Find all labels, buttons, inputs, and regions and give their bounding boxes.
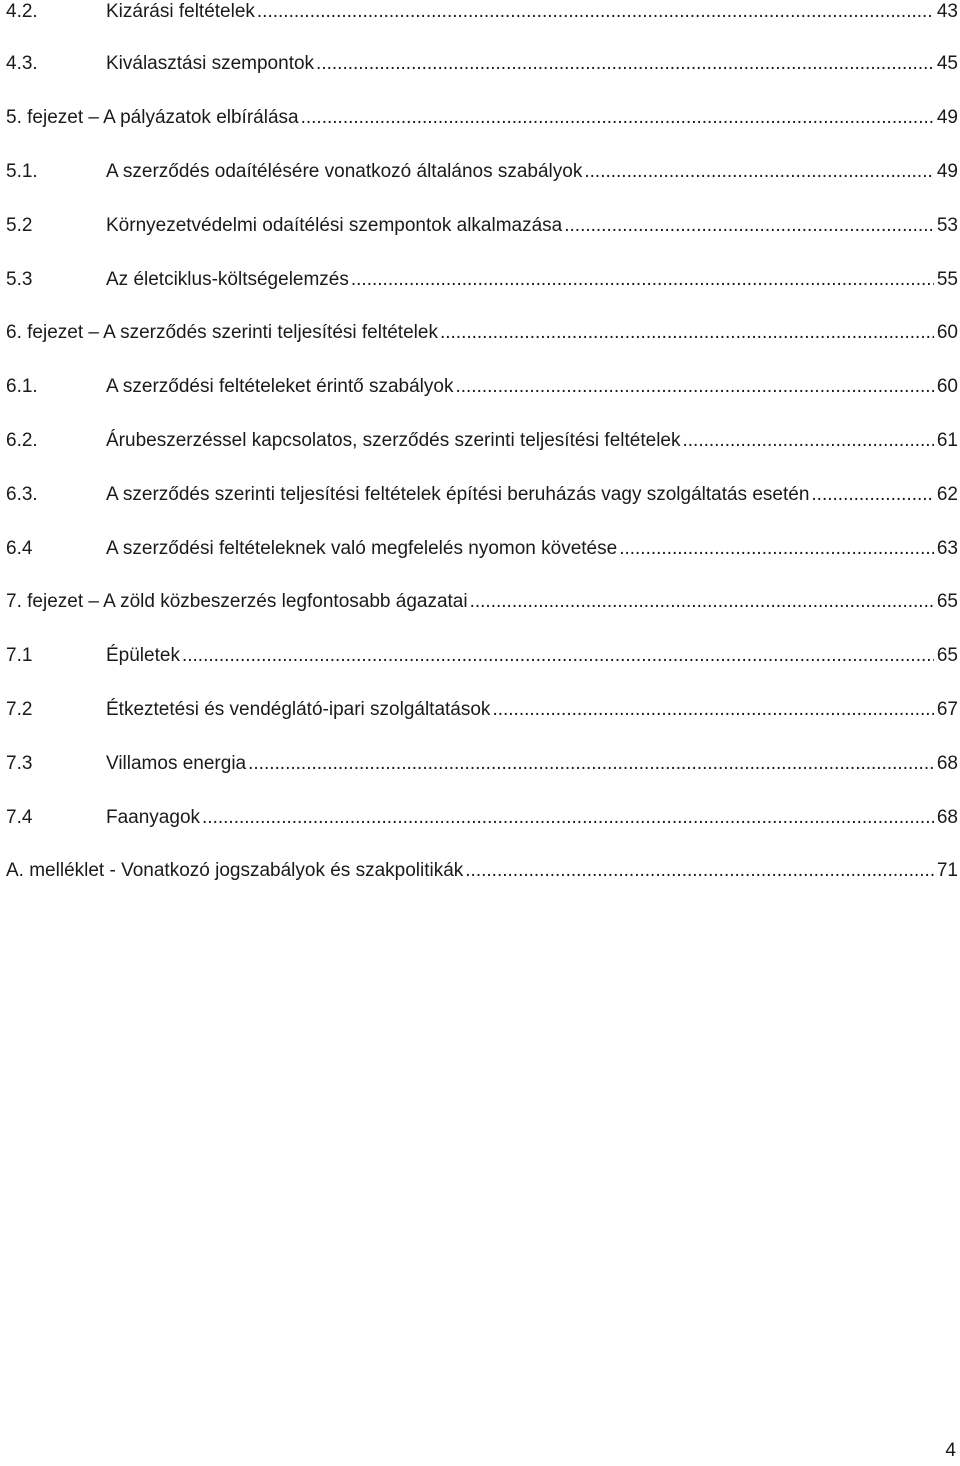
page-number: 4 bbox=[945, 1440, 956, 1461]
toc-entry-title: Épületek bbox=[106, 645, 180, 666]
toc-entry[interactable] bbox=[6, 534, 958, 564]
toc-dot-leader bbox=[182, 641, 934, 671]
toc-dot-leader bbox=[584, 157, 934, 187]
toc-entry[interactable] bbox=[6, 372, 958, 402]
toc-entry-title: A. melléklet - Vonatkozó jogszabályok és szakpolitikák bbox=[6, 860, 464, 881]
toc-entry-title: A szerződési feltételeket érintő szabályok bbox=[106, 376, 454, 397]
toc-entry-page: 62 bbox=[936, 484, 958, 505]
toc-entry-title: Kizárási feltételek bbox=[106, 1, 255, 22]
toc-entry[interactable] bbox=[6, 803, 958, 833]
toc-entry-number: 6.3. bbox=[6, 484, 38, 505]
toc-entry-title: A szerződés odaítélésére vonatkozó általános szabályok bbox=[106, 161, 583, 182]
toc-dot-leader bbox=[564, 211, 934, 241]
toc-entry-page: 65 bbox=[936, 645, 958, 666]
toc-dot-leader bbox=[440, 318, 934, 348]
toc-entry-page: 49 bbox=[936, 107, 958, 128]
toc-dot-leader bbox=[257, 0, 934, 27]
toc-entry-title: Kiválasztási szempontok bbox=[106, 53, 315, 74]
toc-entry-title: Villamos energia bbox=[106, 753, 247, 774]
toc-entry[interactable] bbox=[6, 426, 958, 456]
toc-entry-page: 68 bbox=[936, 807, 958, 828]
toc-entry-page: 60 bbox=[936, 322, 958, 343]
toc-entry-number: 4.2. bbox=[6, 1, 38, 22]
toc-entry-title: Étkeztetési és vendéglátó-ipari szolgáltatások bbox=[106, 699, 491, 720]
toc-dot-leader bbox=[248, 749, 934, 779]
toc-entry-number: 7.4 bbox=[6, 807, 33, 828]
toc-dot-leader bbox=[682, 426, 933, 456]
toc-entry-number: 5.3 bbox=[6, 269, 33, 290]
toc-dot-leader bbox=[301, 103, 934, 133]
toc-entry-page: 68 bbox=[936, 753, 958, 774]
toc-entry-number: 7.1 bbox=[6, 645, 33, 666]
toc-entry[interactable] bbox=[6, 157, 958, 187]
toc-entry[interactable] bbox=[6, 211, 958, 241]
toc-dot-leader bbox=[316, 49, 934, 79]
toc-entry-title: Az életciklus-költségelemzés bbox=[106, 269, 349, 290]
toc-dot-leader bbox=[811, 480, 933, 510]
toc-entry-page: 63 bbox=[936, 538, 958, 559]
toc-entry-number: 6.4 bbox=[6, 538, 33, 559]
toc-entry[interactable] bbox=[6, 695, 958, 725]
toc-entry[interactable] bbox=[6, 265, 958, 295]
toc-dot-leader bbox=[492, 695, 933, 725]
toc-entry-number: 6.2. bbox=[6, 430, 38, 451]
toc-entry-page: 61 bbox=[936, 430, 958, 451]
toc-entry-page: 67 bbox=[936, 699, 958, 720]
toc-chapter-entry[interactable] bbox=[6, 587, 958, 617]
toc-entry[interactable] bbox=[6, 0, 958, 27]
toc-entry-number: 5.1. bbox=[6, 161, 38, 182]
toc-entry-title: 7. fejezet – A zöld közbeszerzés legfontosabb ágazatai bbox=[6, 591, 468, 612]
toc-entry-title: Faanyagok bbox=[106, 807, 201, 828]
toc-entry[interactable] bbox=[6, 749, 958, 779]
toc-entry-number: 4.3. bbox=[6, 53, 38, 74]
toc-appendix-entry[interactable] bbox=[6, 856, 958, 886]
toc-entry-number: 6.1. bbox=[6, 376, 38, 397]
toc-entry-title: 5. fejezet – A pályázatok elbírálása bbox=[6, 107, 299, 128]
toc-entry-page: 45 bbox=[936, 53, 958, 74]
toc-entry[interactable] bbox=[6, 480, 958, 510]
toc-entry-page: 43 bbox=[936, 1, 958, 22]
toc-entry-page: 49 bbox=[936, 161, 958, 182]
toc-dot-leader bbox=[470, 587, 934, 617]
toc-entry-page: 60 bbox=[936, 376, 958, 397]
toc-dot-leader bbox=[202, 803, 934, 833]
toc-entry-number: 5.2 bbox=[6, 215, 33, 236]
toc-entry-page: 71 bbox=[936, 860, 958, 881]
toc-chapter-entry[interactable] bbox=[6, 103, 958, 133]
toc-entry[interactable] bbox=[6, 49, 958, 79]
toc-entry-title: Árubeszerzéssel kapcsolatos, szerződés szerinti teljesítési feltételek bbox=[106, 430, 681, 451]
toc-entry-title: A szerződés szerinti teljesítési feltételek építési beruházás vagy szolgáltatás esetén bbox=[106, 484, 810, 505]
toc-dot-leader bbox=[351, 265, 934, 295]
toc-entry-number: 7.2 bbox=[6, 699, 33, 720]
toc-entry-page: 55 bbox=[936, 269, 958, 290]
toc-entry-number: 7.3 bbox=[6, 753, 33, 774]
toc-dot-leader bbox=[465, 856, 934, 886]
toc-entry-title: Környezetvédelmi odaítélési szempontok alkalmazása bbox=[106, 215, 563, 236]
toc-entry[interactable] bbox=[6, 641, 958, 671]
toc-dot-leader bbox=[619, 534, 934, 564]
toc-dot-leader bbox=[455, 372, 933, 402]
toc-entry-page: 65 bbox=[936, 591, 958, 612]
toc-entry-title: 6. fejezet – A szerződés szerinti teljesítési feltételek bbox=[6, 322, 438, 343]
toc-chapter-entry[interactable] bbox=[6, 318, 958, 348]
toc-entry-page: 53 bbox=[936, 215, 958, 236]
toc-entry-title: A szerződési feltételeknek való megfelelés nyomon követése bbox=[106, 538, 618, 559]
